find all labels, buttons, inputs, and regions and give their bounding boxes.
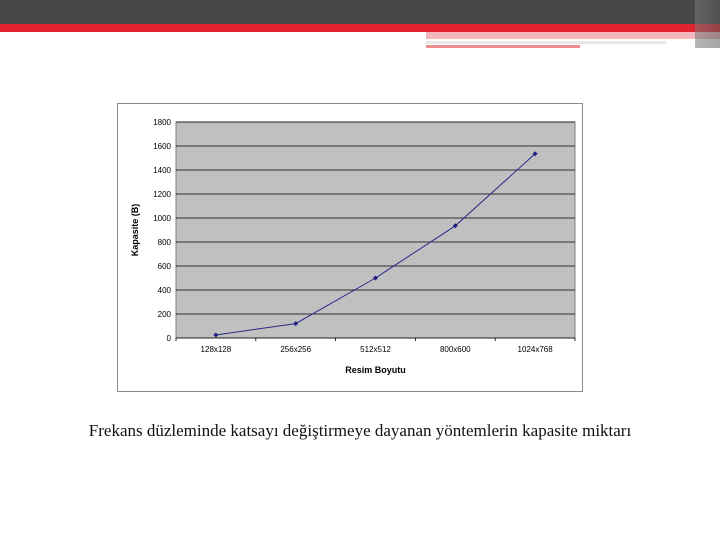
accent-stripe [426,41,666,44]
y-tick-label: 1600 [153,142,171,151]
x-tick-labels [201,345,554,354]
x-tick-label: 256x256 [280,345,312,354]
red-accent-bar [0,24,720,32]
y-tick-label: 600 [157,262,171,271]
top-bar [0,0,720,24]
slide-caption: Frekans düzleminde katsayı değiştirmeye dayanan yöntemlerin kapasite miktarı [88,421,632,440]
chart-frame [117,103,583,392]
x-tick-label: 1024x768 [517,345,553,354]
y-tick-labels [153,118,171,343]
y-tick-label: 0 [166,334,171,343]
y-tick-label: 400 [157,286,171,295]
y-tick-label: 800 [157,238,171,247]
y-tick-label: 1800 [153,118,171,127]
plot-area [176,122,575,338]
x-axis-label: Resim Boyutu [345,365,406,375]
accent-stripe [426,32,720,39]
line-chart [118,104,582,391]
accent-stripe [426,45,580,48]
y-tick-label: 1200 [153,190,171,199]
y-axis-label: Kapasite (B) [130,203,140,257]
y-tick-label: 200 [157,310,171,319]
x-tick-label: 512x512 [360,345,391,354]
x-tick-label: 128x128 [200,345,232,354]
x-tick-label: 800x600 [439,345,471,354]
y-tick-label: 1000 [153,214,171,223]
corner-accent [695,0,720,48]
y-tick-label: 1400 [153,166,171,175]
